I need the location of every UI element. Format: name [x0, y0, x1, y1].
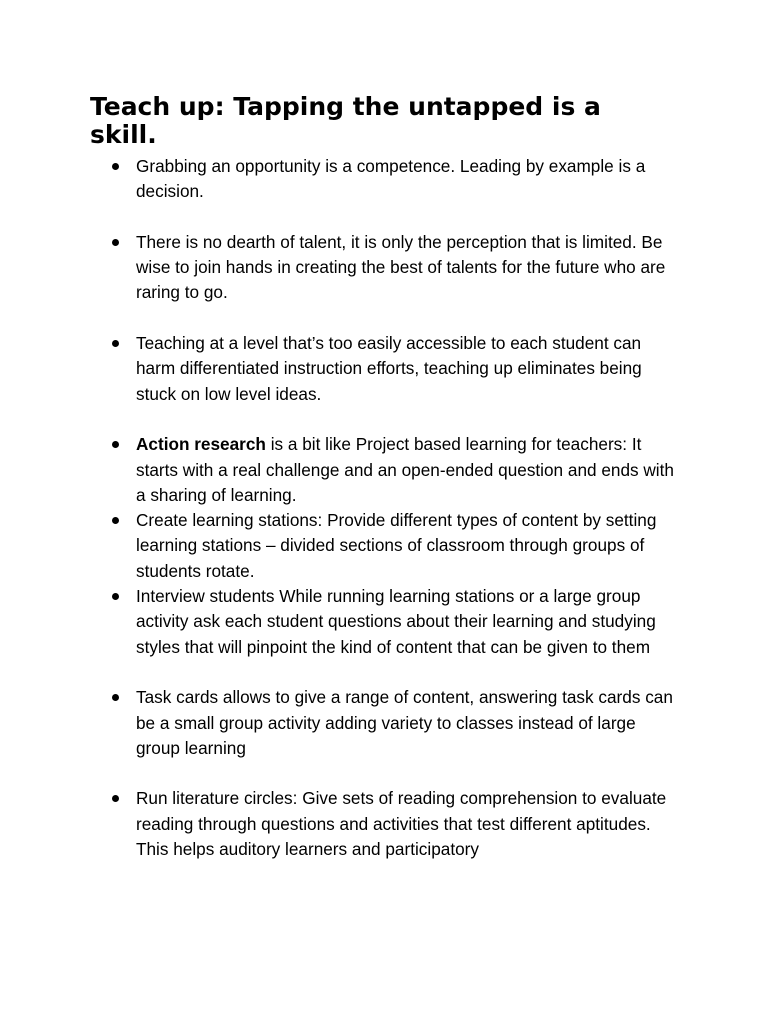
bullet-text: is a bit like Project based learning for teachers: It starts with a real challenge and an open-ended question and ends with a sharing of learning.	[136, 434, 674, 505]
bullet-item	[0, 432, 681, 508]
bullet-icon	[112, 441, 119, 448]
bullet-icon	[112, 239, 119, 246]
bullet-item	[0, 584, 681, 660]
bullet-list	[0, 154, 768, 862]
bullet-text: Run literature circles: Give sets of reading comprehension to evaluate reading through questions and activities that test different aptitudes. This helps auditory learners and participatory	[136, 788, 667, 860]
document-title: Teach up: Tapping the untapped is a skill.	[90, 92, 601, 149]
bullet-icon	[112, 593, 119, 600]
bullet-text: Create learning stations: Provide different types of content by setting learning stations – divided sections of classroom through groups of students rotate.	[136, 510, 657, 581]
bullet-text: Grabbing an opportunity is a competence. Leading by example is a decision.	[136, 156, 646, 202]
bullet-item	[0, 331, 681, 407]
bullet-text: Task cards allows to give a range of content, answering task cards can be a small group activity adding variety to classes instead of large group learning	[136, 687, 673, 758]
bullet-icon	[112, 694, 119, 701]
bullet-text: There is no dearth of talent, it is only the perception that is limited. Be wise to join hands in creating the best of talents for the future who are raring to go.	[136, 231, 666, 303]
bullet-icon	[112, 340, 119, 347]
bullet-item	[0, 508, 681, 584]
bullet-bold-lead: Action research	[136, 434, 266, 455]
bullet-icon	[112, 795, 119, 802]
bullet-item	[0, 230, 681, 306]
bullet-text: Teaching at a level that’s too easily accessible to each student can harm differentiated instruction efforts, teaching up eliminates being stuck on low level ideas.	[136, 333, 642, 404]
bullet-item	[0, 786, 681, 862]
bullet-item	[0, 154, 681, 205]
bullet-text: Interview students While running learning stations or a large group activity ask each student questions about their learning and studying styles that will pinpoint the kind of content that can be given to them	[136, 586, 656, 657]
bullet-icon	[112, 517, 119, 524]
bullet-item	[0, 685, 681, 761]
bullet-icon	[112, 163, 119, 170]
